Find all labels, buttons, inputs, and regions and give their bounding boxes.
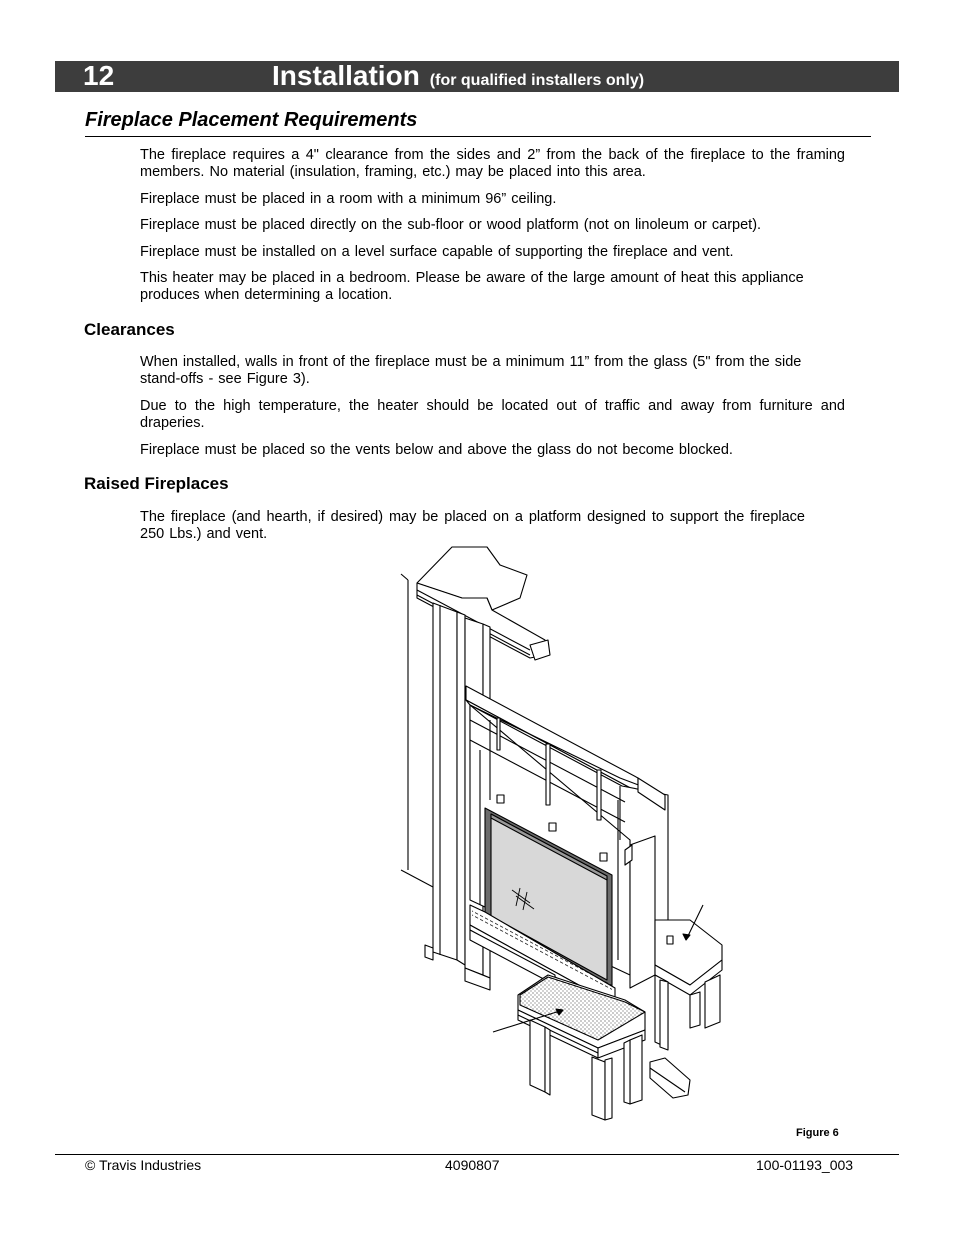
page-subtitle: (for qualified installers only) [429,72,645,89]
placement-paragraph-1: The fireplace requires a 4" clearance from the sides and 2” from the back of the fireplace to the framing members. No material (insulation, framing, etc.) may be placed into this area. [140,147,845,180]
page-title-text: Installation [272,60,420,91]
section-divider [85,136,871,137]
footer-document-number: 4090807 [445,1157,500,1173]
floor-joist [650,1058,690,1098]
raised-paragraph-1: The fireplace (and hearth, if desired) may be placed on a platform designed to support the fireplace 250 Lbs.) and vent. [140,509,805,542]
header-bar [55,61,899,92]
placement-paragraph-3: Fireplace must be placed directly on the sub-floor or wood platform (not on linoleum or carpet). [140,217,762,233]
page-title [272,60,644,96]
footer-copyright: © Travis Industries [85,1157,202,1173]
fireplace-installation-figure [395,545,735,1125]
hearth-platform [493,975,645,1120]
page-number: 12 [83,60,115,91]
clearances-heading: Clearances [84,320,175,339]
vent-platform [655,905,722,1050]
figure-caption: Figure 6 [796,1127,839,1139]
placement-paragraph-4: Fireplace must be installed on a level surface capable of supporting the fireplace and vent. [140,244,734,260]
placement-paragraph-2: Fireplace must be placed in a room with a minimum 96” ceiling. [140,191,557,207]
clearances-paragraph-1: When installed, walls in front of the fireplace must be a minimum 11” from the glass (5" from the side stand-offs - see Figure 3). [140,354,802,387]
footer-part-number: 100-01193_003 [756,1157,854,1173]
clearances-paragraph-3: Fireplace must be placed so the vents below and above the glass do not become blocked. [140,442,733,458]
raised-heading: Raised Fireplaces [84,474,229,493]
section-title: Fireplace Placement Requirements [85,109,418,131]
clearances-paragraph-2: Due to the high temperature, the heater should be located out of traffic and away from furniture and draperies. [140,398,845,431]
placement-paragraph-5: This heater may be placed in a bedroom. Please be aware of the large amount of heat this appliance produces when determining a location. [140,270,804,303]
footer-divider [55,1154,899,1155]
